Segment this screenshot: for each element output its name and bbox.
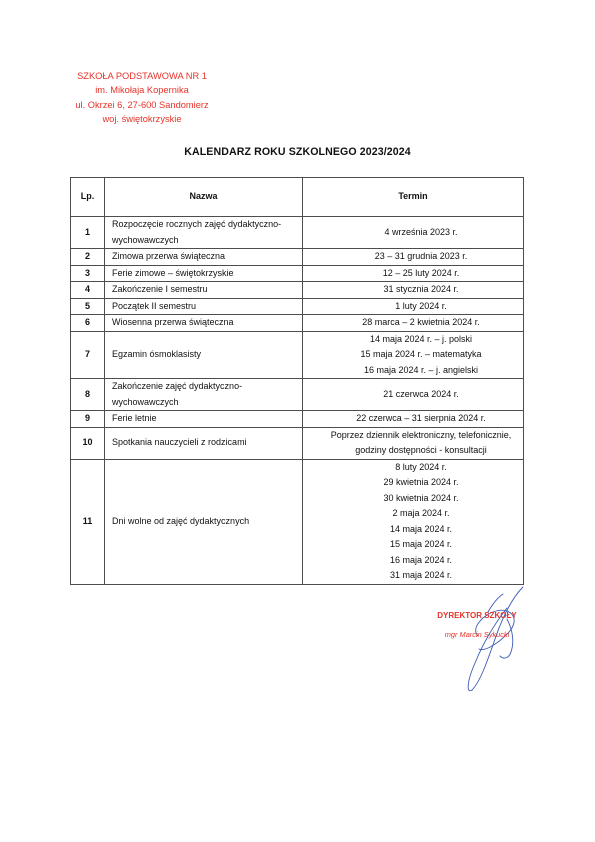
- cell-lp: 3: [71, 265, 105, 282]
- table-row: [71, 379, 524, 411]
- table-row: [71, 298, 524, 315]
- cell-lp: 10: [71, 427, 105, 459]
- cell-term-line: 4 września 2023 r.: [384, 226, 458, 237]
- cell-term-line: 16 maja 2024 r. – j. angielski: [363, 364, 479, 375]
- cell-name-line: Zakończenie zajęć dydaktyczno-: [112, 381, 243, 391]
- cell-name: [105, 427, 303, 459]
- header-name: Nazwa: [105, 178, 303, 217]
- cell-name-line: Spotkania nauczycieli z rodzicami: [112, 437, 247, 448]
- cell-lp: 1: [71, 217, 105, 249]
- table-row: [71, 459, 524, 584]
- table-row: [71, 331, 524, 379]
- cell-name: [105, 459, 303, 584]
- cell-term: [303, 459, 524, 584]
- cell-term-line: 22 czerwca – 31 sierpnia 2024 r.: [356, 413, 486, 423]
- cell-term-line: 8 luty 2024 r.: [395, 461, 447, 472]
- table-row: [71, 282, 524, 299]
- calendar-table-body: [71, 217, 524, 585]
- cell-term-line: 14 maja 2024 r.: [389, 523, 453, 534]
- cell-name-line: wychowawczych: [112, 234, 179, 245]
- cell-name-line: Zakończenie I semestru: [112, 284, 208, 294]
- cell-lp: 4: [71, 282, 105, 299]
- signature-block: [417, 610, 537, 641]
- cell-name-line: Wiosenna przerwa świąteczna: [112, 317, 234, 327]
- cell-term: [303, 379, 524, 411]
- cell-term-line: 15 maja 2024 r.: [389, 539, 453, 549]
- cell-name-line: Rozpoczęcie rocznych zajęć dydaktyczno-: [112, 219, 282, 229]
- cell-name-line: Egzamin ósmoklasisty: [112, 349, 202, 359]
- cell-term-line: 2 maja 2024 r.: [392, 508, 450, 518]
- table-row: [71, 315, 524, 332]
- calendar-table: [70, 177, 524, 585]
- document-title: KALENDARZ ROKU SZKOLNEGO 2023/2024: [184, 146, 411, 158]
- school-region: woj. świętokrzyskie: [102, 113, 182, 124]
- cell-name: [105, 282, 303, 299]
- cell-lp: 2: [71, 249, 105, 266]
- header-lp: Lp.: [71, 178, 105, 217]
- cell-term-line: 29 kwietnia 2024 r.: [383, 477, 459, 487]
- cell-name: [105, 217, 303, 249]
- cell-term-line: 1 luty 2024 r.: [395, 300, 447, 311]
- cell-name: [105, 411, 303, 428]
- cell-term: [303, 411, 524, 428]
- cell-term-line: 31 maja 2024 r.: [389, 570, 453, 580]
- school-header: [44, 69, 240, 126]
- cell-term-line: 28 marca – 2 kwietnia 2024 r.: [362, 317, 480, 327]
- cell-lp: 9: [71, 411, 105, 428]
- cell-term: [303, 265, 524, 282]
- cell-name: [105, 315, 303, 332]
- school-patron: im. Mikołaja Kopernika: [95, 85, 189, 96]
- cell-term: [303, 427, 524, 459]
- cell-name-line: Początek II semestru: [112, 300, 197, 311]
- cell-term-line: 31 stycznia 2024 r.: [383, 284, 459, 294]
- table-row: [71, 411, 524, 428]
- cell-term: [303, 282, 524, 299]
- cell-name: [105, 379, 303, 411]
- cell-name: [105, 298, 303, 315]
- cell-term-line: 12 – 25 luty 2024 r.: [382, 267, 460, 278]
- cell-term: [303, 331, 524, 379]
- cell-lp: 11: [71, 459, 105, 584]
- table-row: [71, 249, 524, 266]
- school-name: SZKOŁA PODSTAWOWA NR 1: [77, 71, 207, 81]
- cell-term-line: godziny dostępności - konsultacji: [355, 445, 487, 455]
- cell-term: [303, 217, 524, 249]
- calendar-table-header: [71, 178, 524, 217]
- table-row: [71, 265, 524, 282]
- signature-role: DYREKTOR SZKOŁY: [437, 611, 517, 620]
- cell-name-line: Dni wolne od zajęć dydaktycznych: [112, 515, 250, 526]
- cell-lp: 7: [71, 331, 105, 379]
- cell-lp: 6: [71, 315, 105, 332]
- table-row: [71, 217, 524, 249]
- header-row: [71, 178, 524, 217]
- cell-name-line: Zimowa przerwa świąteczna: [112, 251, 226, 261]
- header-term: Termin: [303, 178, 524, 217]
- cell-name-line: Ferie letnie: [112, 413, 157, 423]
- cell-name: [105, 331, 303, 379]
- cell-term-line: 21 czerwca 2024 r.: [383, 388, 459, 399]
- cell-term-line: 30 kwietnia 2024 r.: [383, 492, 459, 503]
- cell-name: [105, 249, 303, 266]
- cell-lp: 5: [71, 298, 105, 315]
- cell-name-line: Ferie zimowe – świętokrzyskie: [112, 267, 234, 278]
- school-address: ul. Okrzei 6, 27-600 Sandomierz: [75, 99, 209, 110]
- cell-name: [105, 265, 303, 282]
- table-row: [71, 427, 524, 459]
- cell-lp: 8: [71, 379, 105, 411]
- cell-term: [303, 249, 524, 266]
- cell-term-line: 16 maja 2024 r.: [389, 554, 453, 565]
- cell-name-line: wychowawczych: [112, 396, 179, 407]
- cell-term-line: 15 maja 2024 r. – matematyka: [360, 349, 482, 359]
- cell-term: [303, 298, 524, 315]
- cell-term-line: 23 – 31 grudnia 2023 r.: [374, 251, 468, 261]
- cell-term: [303, 315, 524, 332]
- cell-term-line: Poprzez dziennik elektroniczny, telefonicznie,: [330, 429, 512, 440]
- cell-term-line: 14 maja 2024 r. – j. polski: [369, 333, 473, 344]
- signature-person: mgr Marcin Sykucki: [444, 630, 510, 639]
